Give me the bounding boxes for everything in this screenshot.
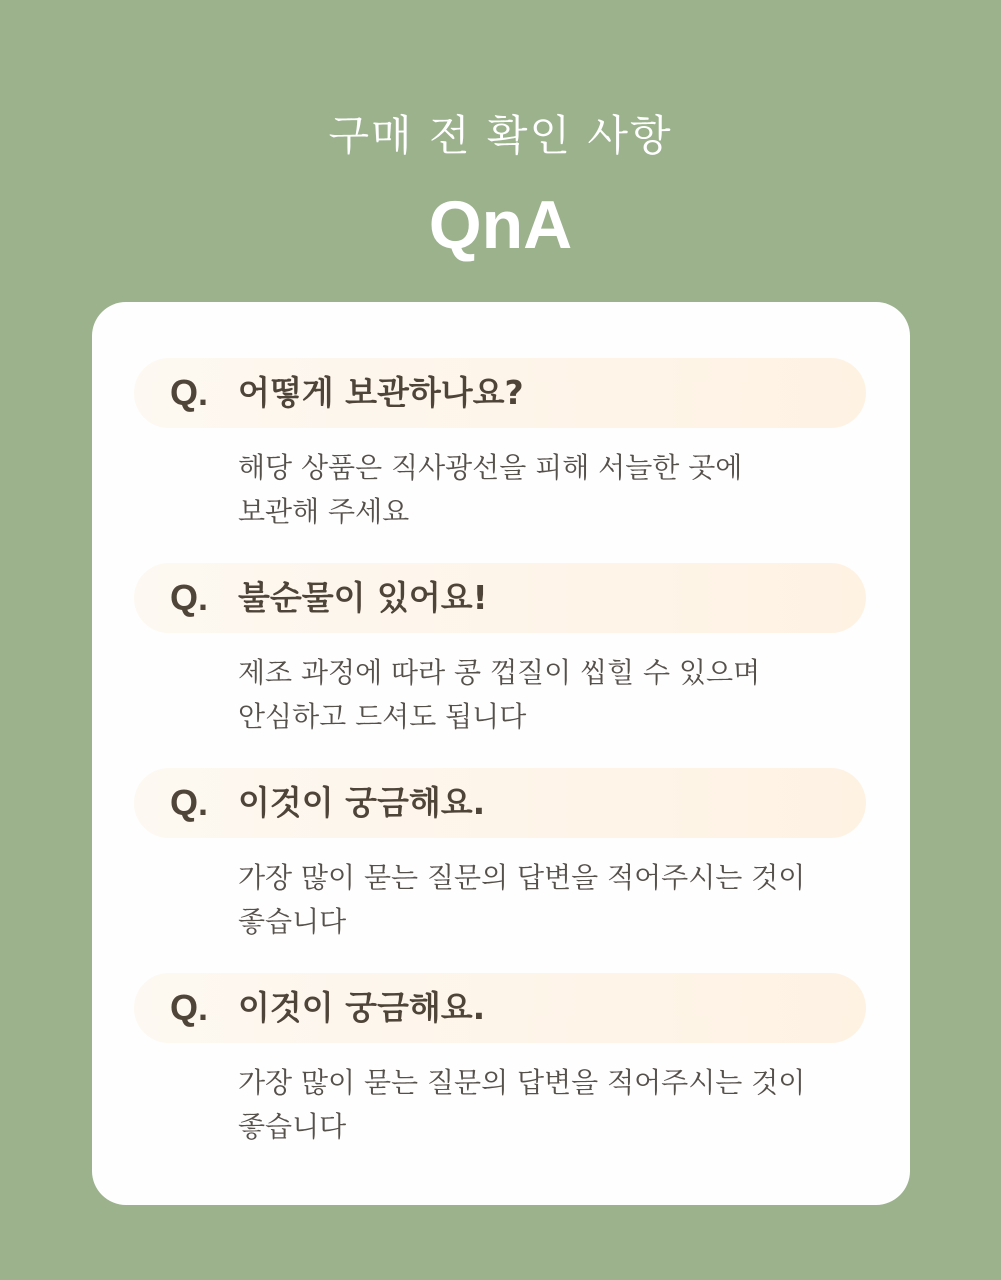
answer-line: 가장 많이 묻는 질문의 답변을 적어주시는 것이 xyxy=(238,861,806,894)
answer-line: 좋습니다 xyxy=(238,1110,347,1143)
question-pill xyxy=(134,563,866,633)
question-mark: Q. xyxy=(170,782,209,823)
question-pill xyxy=(134,973,866,1043)
question-text: 어떻게 보관하나요? xyxy=(238,373,524,412)
question-mark: Q. xyxy=(170,987,209,1028)
question-mark: Q. xyxy=(170,577,209,618)
question-pill xyxy=(134,768,866,838)
qna-item xyxy=(134,768,866,938)
qna-item xyxy=(134,358,866,528)
page-title: QnA xyxy=(428,187,573,263)
answer-line: 해당 상품은 직사광선을 피해 서늘한 곳에 xyxy=(238,451,743,484)
question-text: 이것이 궁금해요. xyxy=(238,988,486,1027)
page-subtitle: 구매 전 확인 사항 xyxy=(328,111,673,160)
question-text: 이것이 궁금해요. xyxy=(238,783,486,822)
answer-line: 제조 과정에 따라 콩 껍질이 씹힐 수 있으며 xyxy=(238,656,761,689)
answer-text xyxy=(238,651,858,739)
answer-line: 가장 많이 묻는 질문의 답변을 적어주시는 것이 xyxy=(238,1066,806,1099)
qna-item xyxy=(134,973,866,1143)
answer-line: 보관해 주세요 xyxy=(238,495,410,528)
answer-text xyxy=(238,1061,858,1149)
answer-text xyxy=(238,856,858,944)
question-text: 불순물이 있어요! xyxy=(238,578,488,617)
answer-line: 좋습니다 xyxy=(238,905,347,938)
question-pill xyxy=(134,358,866,428)
answer-line: 안심하고 드셔도 됩니다 xyxy=(238,700,527,733)
answer-text xyxy=(238,446,858,534)
qna-item xyxy=(134,563,866,733)
question-mark: Q. xyxy=(170,372,209,413)
qna-card xyxy=(92,302,910,1205)
